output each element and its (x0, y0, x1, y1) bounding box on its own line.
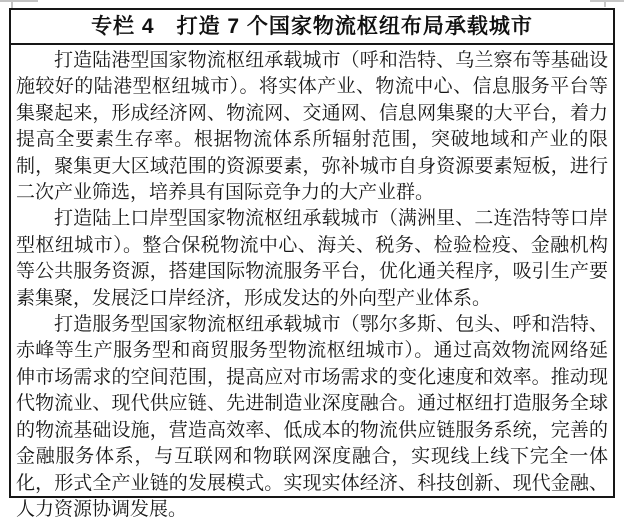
column-title: 专栏 4 打造 7 个国家物流枢纽布局承载城市 (11, 10, 613, 45)
column-body (11, 45, 613, 523)
paragraph-border-port-hubs: 打造陆上口岸型国家物流枢纽承载城市（满洲里、二连浩特等口岸型枢纽城市）。整合保税物流中心、海关、税务、检验检疫、金融机构等公共服务资源，搭建国际物流服务平台，优化通关程序，吸引生产要素集聚，发展泛口岸经济，形成发达的外向型产业体系。 (16, 208, 608, 309)
paragraph-service-hubs: 打造服务型国家物流枢纽承载城市（鄂尔多斯、包头、呼和浩特、赤峰等生产服务型和商贸服务型物流枢纽城市）。通过高效物流网络延伸市场需求的空间范围，提高应对市场需求的变化速度和效率。推动现代物流业、现代供应链、先进制造业深度融合。通过枢纽打造服务全球的物流基础设施，营造高效率、低成本的物流供应链服务系统，完善的金融服务体系，与互联网和物联网深度融合，实现线上线下完全一体化，形式全产业链的发展模式。实现实体经济、科技创新、现代金融、人力资源协调发展。 (16, 314, 608, 520)
paragraph-land-port-hubs: 打造陆港型国家物流枢纽承载城市（呼和浩特、乌兰察布等基础设施较好的陆港型枢纽城市）。将实体产业、物流中心、信息服务平台等集聚起来，形成经济网、物流网、交通网、信息网集聚的大平台，着力提高全要素生存率。根据物流体系所辐射范围，突破地域和产业的限制，聚集更大区域范围的资源要素，弥补城市自身资源要素短板，进行二次产业筛选，培养具有国际竞争力的大产业群。 (16, 50, 608, 204)
table-remnant-top-left (0, 0, 38, 2)
column-box (9, 8, 615, 520)
table-remnant-top-right (590, 0, 624, 2)
